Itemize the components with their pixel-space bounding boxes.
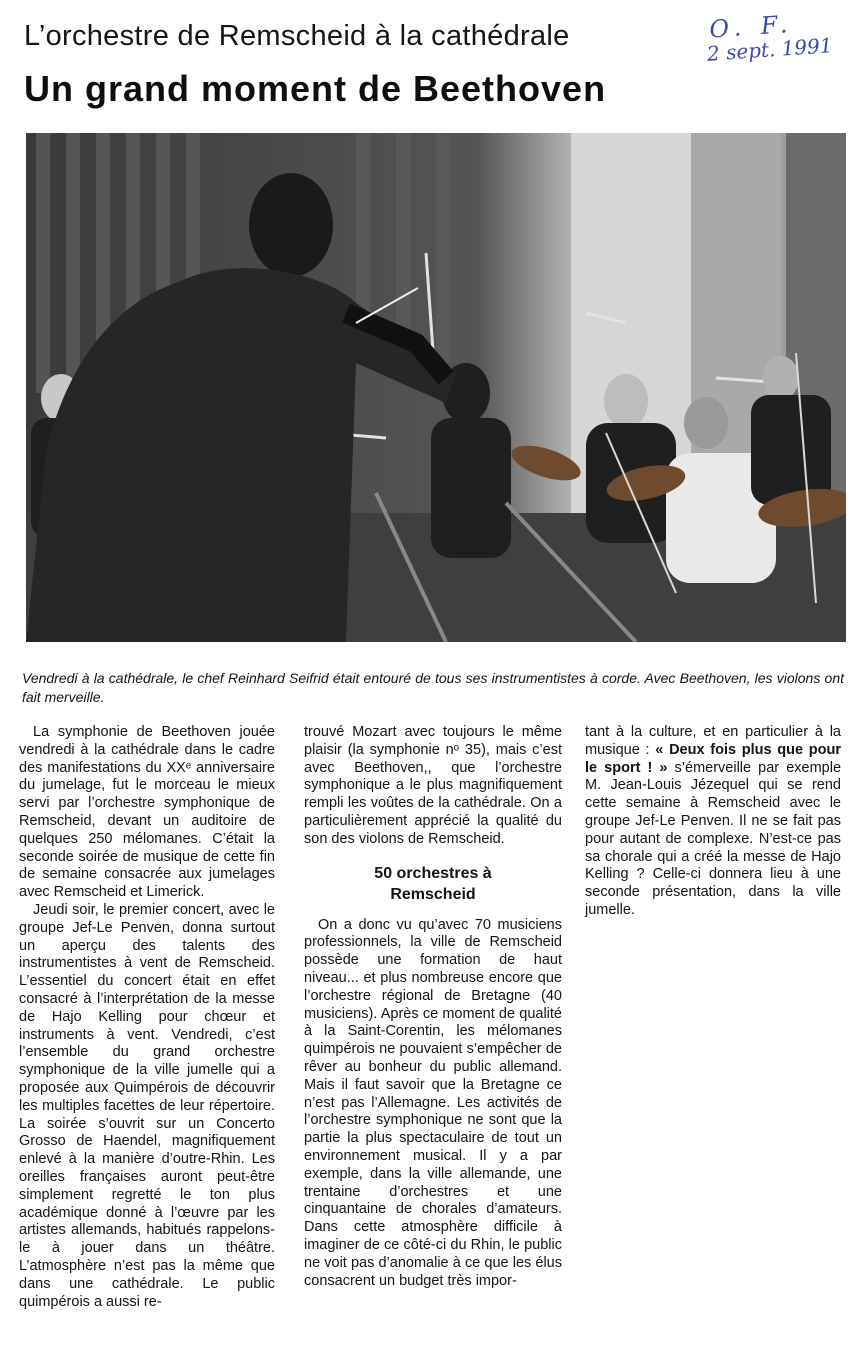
column-1-paragraph-1: La symphonie de Beethoven jouée vendredi à la cathédrale dans le cadre des manifestations du XXᵉ anniversaire du jumelage, fut le morceau le mieux servi par l’orchestre symphonique de Remscheid, devant un auditoire de quelques 250 mélomanes. C’était la seconde soirée de musique de cette fin de semaine consacrée aux jumelages avec Remscheid et Limerick. [19,724,275,901]
column-3-paragraph-1 [585,724,841,920]
column-3-text-b: s’émerveille par exemple M. Jean-Louis Jézequel qui se rend cette semaine à Remscheid avec le groupe Jef-Le Penven. Il ne se fait pas pour autant de complexe. N’est-ce pas sa chorale qui a créé la messe de Hajo Kelling ? Celle-ci donnera lieu à une seconde présentation, dans la ville jumelle. [585,759,842,918]
column-2-paragraph-1: trouvé Mozart avec toujours le même plaisir (la symphonie nᵒ 35), mais c’est avec Beethoven,, que l’orchestre symphonique a le plus magnifiquement rempli les voûtes de la cathédrale. On a particulièrement apprécié la qualité du son des violons de Remscheid. [304,724,562,847]
photo-caption: Vendredi à la cathédrale, le chef Reinhard Seifrid était entouré de tous ses instrumentistes à corde. Avec Beethoven, les violons ont fait merveille. [22,670,844,705]
handwritten-note [704,7,847,65]
article-column-1 [19,724,275,1311]
handwritten-note-source: O. F. [708,9,795,44]
article-subheading-line-1: 50 orchestres à [374,864,492,882]
article-subheading [304,863,562,905]
article-column-2 [304,724,562,1290]
column-3-quote: « Deux fois plus que pour le sport ! » [585,741,841,776]
article-column-3 [585,724,841,920]
handwritten-note-date: 2 sept. 1991 [706,33,834,67]
headline: Un grand moment de Beethoven [24,68,607,109]
column-3-text-a: tant à la culture, et en particulier à la musique : [585,724,841,758]
column-2-paragraph-2: On a donc vu qu’avec 70 musiciens professionnels, la ville de Remscheid possède une formation de haut niveau... et plus nombreuse encore que l’orchestre régional de Bretagne (40 musiciens). Après ce moment de qualité à la Saint-Corentin, les mélomanes quimpérois ne pouvaient s’empêcher de rêver au bonheur du public allemand. Mais il faut savoir que la Bretagne ce n’est pas l’Allemagne. Les activités de l’orchestre symphonique ne sont que la partie la plus spectaculaire de tout un environnement musical. Il y a par exemple, dans la ville allemande, une trentaine d’orchestres et une cinquantaine de chorales d’amateurs. Dans cette atmosphère difficile à imaginer de ce côté-ci du Rhin, le public ne voit pas d’anomalie à ce que les élus consacrent un budget très impor- [304,916,562,1289]
concert-photo [26,133,846,642]
concert-photo-illustration [26,133,846,642]
column-1-paragraph-2: Jeudi soir, le premier concert, avec le groupe Jef-Le Penven, donna surtout un aperçu des talents des instrumentistes à vent de Remscheid. L’essentiel du concert était en effet consacré à l’interprétation de la messe de Hajo Kelling pour chœur et instruments à vent. Vendredi, c’est l’ensemble du grand orchestre symphonique de la ville jumelle qui a proposée aux Quimpérois de découvrir les multiples facettes de leur répertoire. La soirée s’ouvrit sur un Concerto Grosso de Haendel, magnifiquement enlevé à la manière d’outre-Rhin. Les oreilles françaises auront peut-être simplement regretté le ton plus académique donné à l’œuvre par les artistes allemands, habitués rappelons-le à jouer dans un théâtre. L’atmosphère n’est pas la même que dans une cathédrale. Le public quimpérois a aussi re- [19,901,275,1310]
kicker-title: L’orchestre de Remscheid à la cathédrale [24,20,570,52]
article-subheading-line-2: Remscheid [390,885,476,903]
